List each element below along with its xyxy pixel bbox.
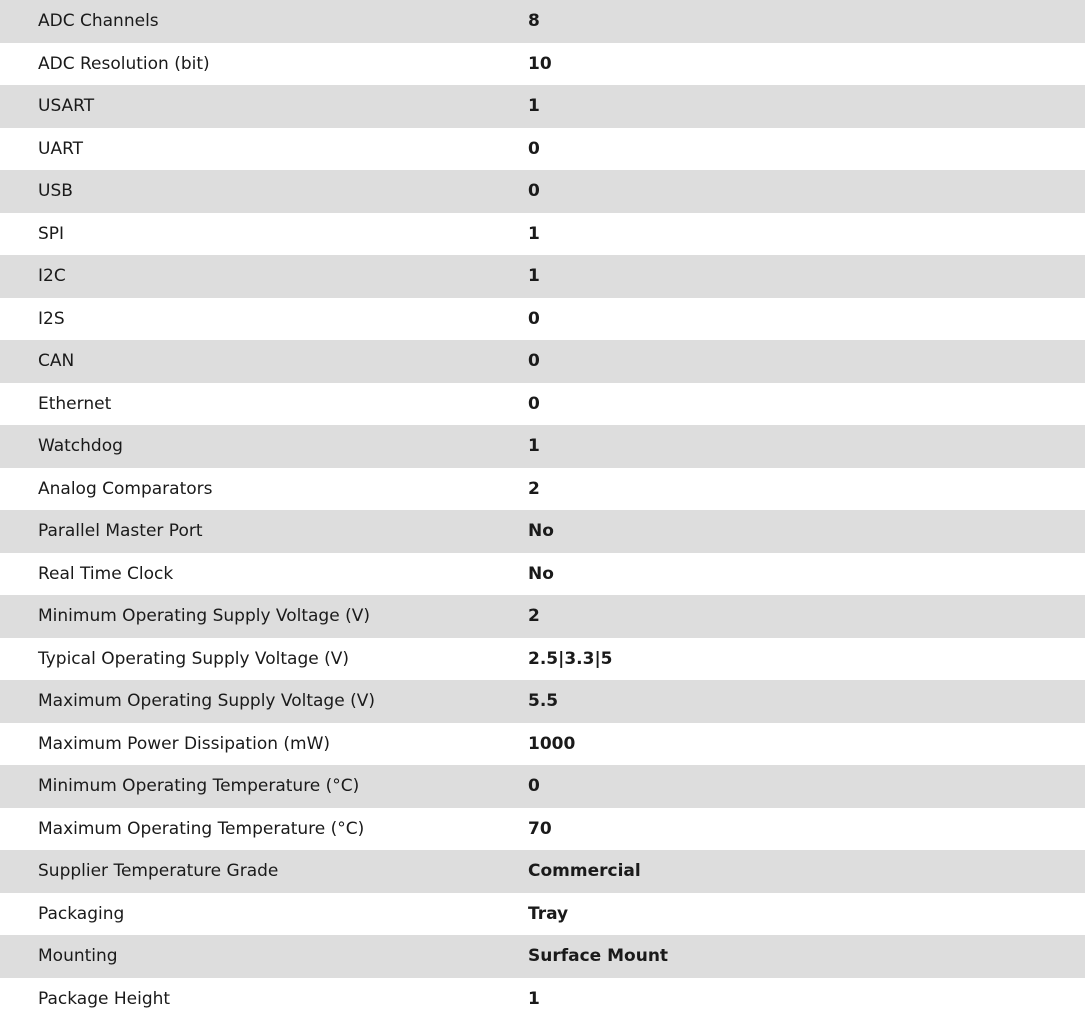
spec-row	[0, 595, 1085, 638]
spec-row	[0, 298, 1085, 341]
spec-label: Watchdog	[0, 425, 528, 468]
spec-label: Mounting	[0, 935, 528, 978]
spec-value: 1	[528, 425, 1085, 468]
spec-row	[0, 383, 1085, 426]
spec-label: I2C	[0, 255, 528, 298]
spec-value: 0	[528, 170, 1085, 213]
spec-value: 1000	[528, 723, 1085, 766]
spec-label: USB	[0, 170, 528, 213]
spec-value: No	[528, 510, 1085, 553]
spec-value: Tray	[528, 893, 1085, 936]
spec-value: 70	[528, 808, 1085, 851]
spec-label: Parallel Master Port	[0, 510, 528, 553]
spec-row	[0, 213, 1085, 256]
spec-row	[0, 808, 1085, 851]
spec-row	[0, 850, 1085, 893]
spec-label: Ethernet	[0, 383, 528, 426]
spec-label: ADC Resolution (bit)	[0, 43, 528, 86]
spec-row	[0, 510, 1085, 553]
spec-value: 1	[528, 255, 1085, 298]
spec-label: Analog Comparators	[0, 468, 528, 511]
spec-row	[0, 0, 1085, 43]
spec-row	[0, 553, 1085, 596]
spec-row	[0, 680, 1085, 723]
spec-row	[0, 425, 1085, 468]
spec-label: Packaging	[0, 893, 528, 936]
spec-value: 0	[528, 383, 1085, 426]
spec-label: Minimum Operating Temperature (°C)	[0, 765, 528, 808]
spec-row	[0, 765, 1085, 808]
spec-value: Commercial	[528, 850, 1085, 893]
spec-label: I2S	[0, 298, 528, 341]
spec-label: Package Height	[0, 978, 528, 1020]
spec-value: Surface Mount	[528, 935, 1085, 978]
spec-row	[0, 468, 1085, 511]
spec-row	[0, 128, 1085, 171]
spec-value: 0	[528, 765, 1085, 808]
spec-label: SPI	[0, 213, 528, 256]
spec-value: 0	[528, 298, 1085, 341]
spec-row	[0, 978, 1085, 1020]
spec-row	[0, 170, 1085, 213]
spec-label: UART	[0, 128, 528, 171]
spec-label: CAN	[0, 340, 528, 383]
spec-label: ADC Channels	[0, 0, 528, 43]
spec-value: 10	[528, 43, 1085, 86]
spec-value: 2.5|3.3|5	[528, 638, 1085, 681]
spec-value: 1	[528, 978, 1085, 1020]
spec-label: Minimum Operating Supply Voltage (V)	[0, 595, 528, 638]
spec-value: 0	[528, 128, 1085, 171]
spec-value: No	[528, 553, 1085, 596]
spec-row	[0, 893, 1085, 936]
spec-value: 2	[528, 595, 1085, 638]
spec-row	[0, 43, 1085, 86]
spec-row	[0, 340, 1085, 383]
spec-label: Maximum Power Dissipation (mW)	[0, 723, 528, 766]
spec-value: 0	[528, 340, 1085, 383]
spec-label: Typical Operating Supply Voltage (V)	[0, 638, 528, 681]
spec-value: 8	[528, 0, 1085, 43]
spec-row	[0, 638, 1085, 681]
spec-value: 1	[528, 85, 1085, 128]
spec-label: Real Time Clock	[0, 553, 528, 596]
spec-label: Supplier Temperature Grade	[0, 850, 528, 893]
spec-value: 2	[528, 468, 1085, 511]
spec-value: 1	[528, 213, 1085, 256]
spec-row	[0, 85, 1085, 128]
spec-label: Maximum Operating Temperature (°C)	[0, 808, 528, 851]
spec-row	[0, 255, 1085, 298]
spec-value: 5.5	[528, 680, 1085, 723]
spec-row	[0, 723, 1085, 766]
spec-label: USART	[0, 85, 528, 128]
spec-row	[0, 935, 1085, 978]
spec-label: Maximum Operating Supply Voltage (V)	[0, 680, 528, 723]
